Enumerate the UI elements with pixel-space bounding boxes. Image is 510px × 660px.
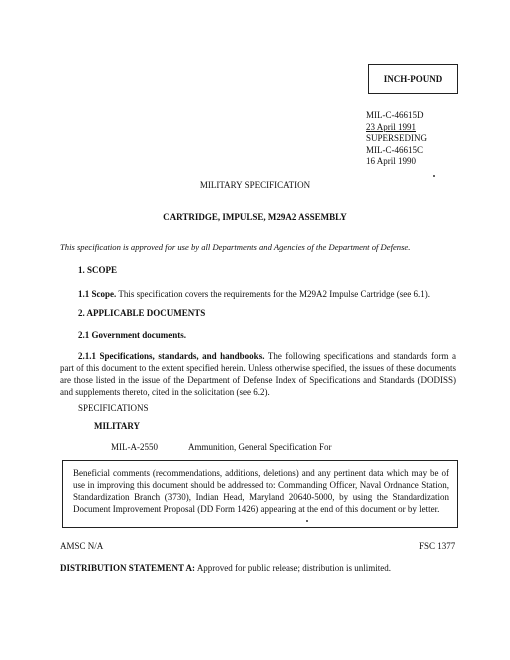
amsc-label: AMSC N/A [60, 541, 104, 551]
section-1-1-paragraph [78, 288, 458, 300]
reference-title: Ammunition, General Specification For [188, 442, 332, 452]
distribution-text: Approved for public release; distribution is unlimited. [196, 563, 392, 573]
comments-box: Beneficial comments (recommendations, additions, deletions) and any pertinent data which may be of use in improving this document should be addressed to: Commanding Officer, Naval Ordnance Station, Standardization Branch (3730), Indian Head, Maryland 20640-5000, by using the Standardization Document Improvement Proposal (DD Form 1426) appearing at the end of this document or by letter. [62, 460, 458, 528]
superseded-number: MIL-C-46615C [366, 144, 423, 155]
section-1-1-lead: 1.1 Scope. [78, 289, 117, 299]
distribution-lead: DISTRIBUTION STATEMENT A: [60, 563, 196, 573]
fsc-label: FSC 1377 [419, 541, 456, 551]
superseding-label: SUPERSEDING [366, 133, 428, 143]
section-1-1-text: This specification covers the requirements for the M29A2 Impulse Cartridge (see 6.1). [118, 289, 430, 299]
inch-pound-box: INCH-POUND [368, 64, 458, 94]
document-title: CARTRIDGE, IMPULSE, M29A2 ASSEMBLY [163, 212, 347, 222]
document-date: 23 April 1991 [366, 121, 417, 132]
distribution-statement [60, 562, 391, 574]
approval-statement: This specification is approved for use by all Departments and Agencies of the Department of Defense. [60, 242, 411, 252]
speck-mark [306, 520, 308, 522]
section-2-1-1-paragraph [60, 350, 456, 398]
document-number: MIL-C-46615D [366, 110, 424, 120]
specification-type: MILITARY SPECIFICATION [199, 180, 311, 190]
specifications-label: SPECIFICATIONS [78, 403, 149, 413]
document-identification [366, 110, 427, 168]
speck-mark [433, 175, 435, 177]
military-label: MILITARY [94, 421, 141, 431]
section-1-heading: 1. SCOPE [78, 265, 118, 275]
section-2-1-1-text: The following specifications and standards form a part of this document to the extent specified herein. Unless otherwise specified, the issues of these documents are those listed in the issue of the Department of Defense Index of Specifications and Standards (DODISS) and supplements thereto, cited in the solicitation (see 6.2). [60, 351, 456, 397]
reference-number: MIL-A-2550 [111, 442, 158, 452]
section-2-1-1-lead: 2.1.1 Specifications, standards, and handbooks. [78, 351, 265, 361]
superseded-date: 16 April 1990 [366, 156, 417, 166]
section-2-heading: 2. APPLICABLE DOCUMENTS [78, 308, 206, 318]
section-2-1-heading: 2.1 Government documents. [78, 330, 186, 340]
